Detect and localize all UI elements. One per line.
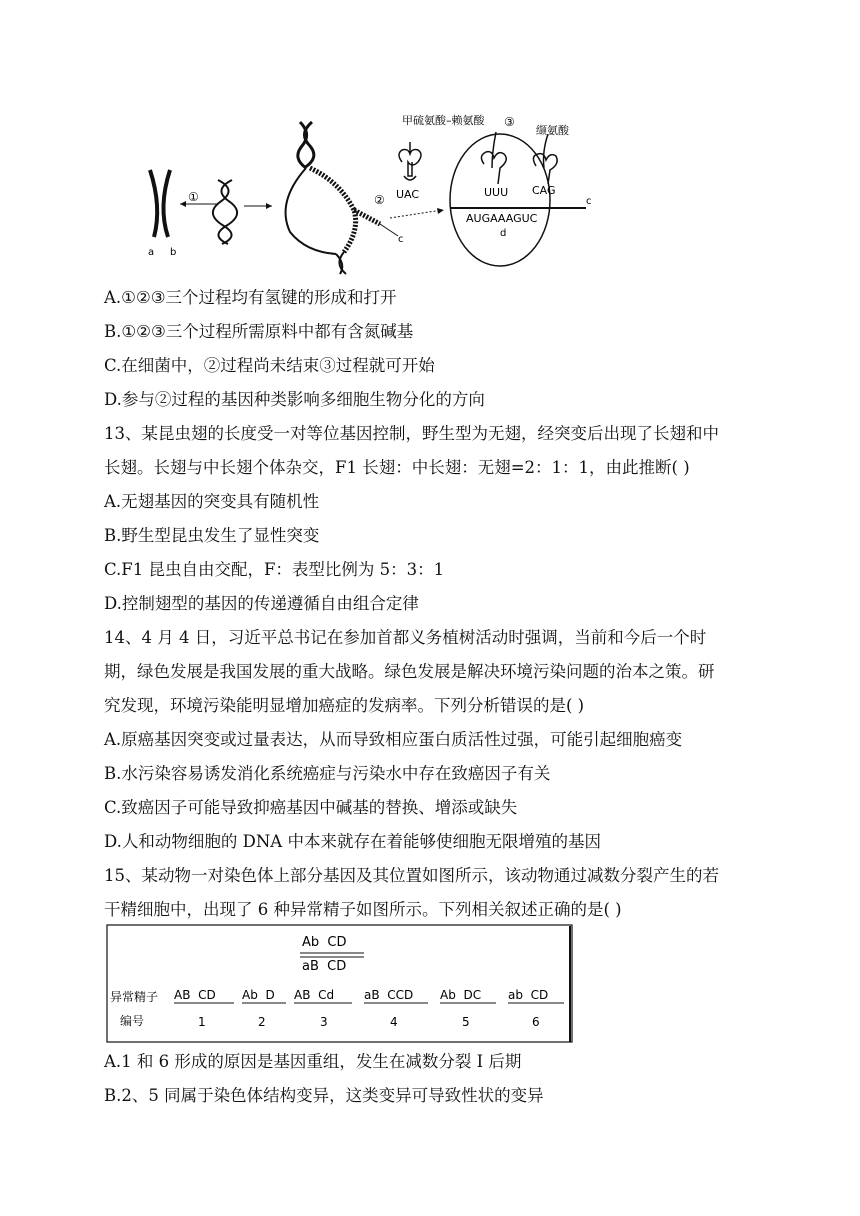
number-5: 5 [462,1015,470,1029]
q12-option-d: D.参与②过程的基因种类影响多细胞生物分化的方向 [104,390,485,409]
q14-option-d: D.人和动物细胞的 DNA 中本来就存在着能够使细胞无限增殖的基因 [104,832,601,851]
q12-option-c: C.在细菌中，②过程尚未结束③过程就可开始 [104,356,435,375]
q14-stem-line-3: 究发现，环境污染能明显增加癌症的发病率。下列分析错误的是( ) [104,696,585,715]
label-a: a [148,247,155,258]
q13-option-b: B.野生型昆虫发生了显性突变 [104,526,320,545]
q15-stem-line-2: 干精细胞中，出现了 6 种异常精子如图所示。下列相关叙述正确的是( ) [104,900,622,919]
number-3: 3 [320,1015,328,1029]
q14-stem-line-1: 14、4 月 4 日，习近平总书记在参加首都义务植树活动时强调，当前和今后一个时 [104,628,707,647]
trna-icon [399,142,421,180]
chromosome-bottom-genes: aB CD [302,959,347,974]
label-d: d [500,228,507,239]
anticodon-left: UUU [484,186,509,199]
sperm-1: AB CD [174,988,216,1002]
q13-stem-line-2: 长翅。长翅与中长翅个体杂交，F1 长翅：中长翅：无翅=2：1：1，由此推断( ) [104,458,690,477]
row-label-number: 编号 [120,1014,145,1028]
sperm-6: ab CD [508,988,549,1002]
label-b: b [170,247,177,258]
q12-option-b: B.①②③三个过程所需原料中都有含氮碱基 [104,322,414,341]
label-valine: 缬氨酸 [536,124,569,137]
q13-option-d: D.控制翅型的基因的传递遵循自由组合定律 [104,594,419,613]
q14-option-c: C.致癌因子可能导致抑癌基因中碱基的替换、增添或缺失 [104,798,518,817]
chromosome-icon [150,170,170,237]
q14-option-a: A.原癌基因突变或过量表达，从而导致相应蛋白质活性过强，可能引起细胞癌变 [104,730,683,749]
number-6: 6 [532,1015,540,1029]
q12-option-a: A.①②③三个过程均有氢键的形成和打开 [104,288,397,307]
q15-option-a: A.1 和 6 形成的原因是基因重组，发生在减数分裂 I 后期 [104,1052,522,1071]
sperm-5: Ab DC [440,988,482,1002]
number-1: 1 [198,1015,206,1029]
sperm-4: aB CCD [364,988,414,1002]
label-peptide: 甲硫氨酸–赖氨酸 [402,114,485,127]
q13-option-a: A.无翅基因的突变具有随机性 [104,492,320,511]
sperm-2: Ab D [242,988,275,1002]
anticodon-right: CAG [532,184,556,197]
label-c2: c [586,196,592,207]
label-c1: c [398,234,404,245]
number-4: 4 [390,1015,398,1029]
dna-replication-icon [286,122,380,274]
label-2: ② [374,193,385,207]
q15-stem-line-1: 15、某动物一对染色体上部分基因及其位置如图所示，该动物通过减数分裂产生的若 [104,866,719,885]
q15-option-b: B.2、5 同属于染色体结构变异，这类变异可导致性状的变异 [104,1086,544,1105]
abnormal-sperm-table [106,924,574,1044]
sperm-3: AB Cd [294,988,335,1002]
row-label-sperm: 异常精子 [110,990,159,1004]
mrna-sequence: AUGAAAGUC [466,212,538,225]
q14-option-b: B.水污染容易诱发消化系统癌症与污染水中存在致癌因子有关 [104,764,551,783]
chromosome-top-genes: Ab CD [302,935,347,950]
dna-helix-icon [213,180,237,244]
q14-stem-line-2: 期，绿色发展是我国发展的重大战略。绿色发展是解决环境污染问题的治本之策。研 [104,662,715,681]
label-3: ③ [504,115,515,129]
number-2: 2 [258,1015,266,1029]
label-1: ① [188,190,199,204]
gene-expression-diagram [140,112,600,277]
q13-stem-line-1: 13、某昆虫翅的长度受一对等位基因控制，野生型为无翅，经突变后出现了长翅和中 [104,424,719,443]
anticodon-free: UAC [396,188,420,201]
q13-option-c: C.F1 昆虫自由交配，F：表型比例为 5：3：1 [104,560,445,579]
ribosome-icon [450,132,557,266]
